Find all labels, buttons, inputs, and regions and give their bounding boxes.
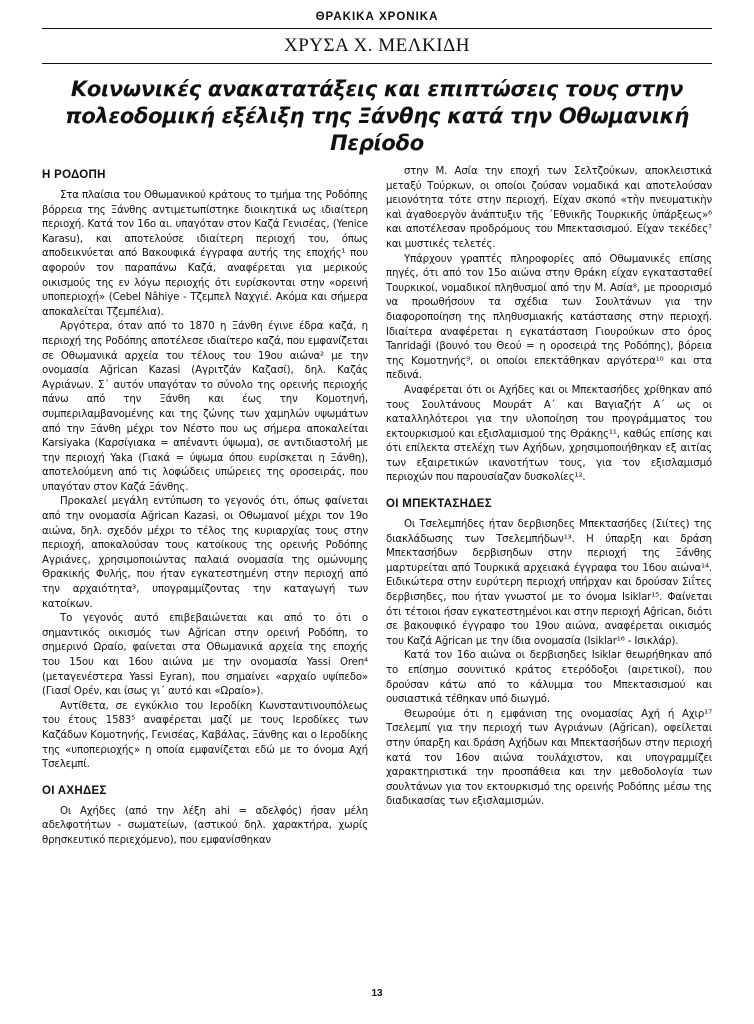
paragraph: Το γεγονός αυτό επιβεβαιώνεται και από το ότι ο σημαντικός οικισμός των Ağrican στην ορεινή Ροδόπη, το σημερινό Ωραίο, φαίνεται στα Οθωμανικά αρχεία της εποχής του 15ου και 16ου αιώνα με την ονομασία Yassi Oren⁴ (μεταγενέστερα Yassi Eyran), που σημαίνει «αρχαίο υψίπεδο» (Γιασί Ορέν, και ίσως γι΄ αυτό και «Ωραίο»).	[42, 613, 368, 698]
section-heading-bektashides: ΟΙ ΜΠΕΚΤΑΣΗΔΕΣ	[386, 498, 492, 511]
paragraph: Αναφέρεται ότι οι Αχήδες και οι Μπεκτασήδες χρίθηκαν από τους Σουλτάνους Μουράτ Α΄ και Βαγιαζήτ Α΄ ως οι καταλληλότεροι για την υλοποίηση του προγράμματος του εκτουρκισμού και εξισλαμισμού της Θράκης¹¹, καθώς επίσης και ότι επίλεκτα στελέχη των Αχήδων, χρησιμοποιήθηκαν εξ αιτίας των εξαιρετικών ικανοτήτων τους, για τον εξισλαμισμό περιοχών που παρουσίαζαν δυσκολίες¹².	[386, 384, 712, 484]
right-column	[386, 165, 712, 849]
paragraph: Οι Τσελεμπήδες ήταν δερβισηδες Μπεκτασήδες (Σιίτες) της διακλάδωσης των Τσελεμπήδων¹³. Η ύπαρξη και δράση Μπεκτασήδων δερβισηδων στην περιοχή της Ξάνθης μαρτυρείται από Τουρκικά αρχειακά έγγραφα του 16ου αιώνα¹⁴. Ειδικώτερα στην ευρύτερη περιοχή υπήρχαν και δρούσαν Σιΐτες δερβισηδες, που ήταν γνωστοί με το όνομα Isiklar¹⁵. Φαίνεται ότι τέτοιοι ήσαν εγκατεστημένοι και στην περιοχή Ağrican, διότι σε βακουφικό έγγραφο του 19ου αιώνα, αναφέρεται οικισμός του Καζά Ağrican με την ίδια ονομασία (Isiklar¹⁶ - Ισικλάρ).	[386, 519, 712, 647]
paragraph: Αντίθετα, σε εγκύκλιο του Ιεροδίκη Κωνσταντινουπόλεως του έτους 1583⁵ αναφέρεται μαζί με τους Ιεροδίκες των Καζάδων Κομοτηνής, Γενισέας, Καβάλας, Ξάνθης και ο Ιεροδίκης της «υποπεριοχής» η οποία εμφανίζεται εδώ με το όνομα Αχή Τσελεμπί.	[42, 700, 368, 771]
paragraph: Υπάρχουν γραπτές πληροφορίες από Οθωμανικές επίσης πηγές, ότι από τον 15ο αιώνα στην Θράκη είχαν εγκατασταθεί Τουρκικοί, νομαδικοί πληθυσμοί από την Μ. Ασία⁸, με προορισμό να προωθήσουν τα σχέδια των Σουλτάνων για την διαφοροποίηση της πληθυσμιακής κατάστασης στην περιοχή. Ιδιαίτερα αναφέρεται η εγκατάσταση Γιουρούκων στο όρος Tanridaği (βουνό του Θεού = η οροσειρά της Ροδόπης), βόρεια της Κομοτηνής⁹, οι οποίοι επεκτάθηκαν αργότερα¹⁰ και στα πεδινά.	[386, 253, 712, 382]
journal-page	[42, 6, 712, 1016]
left-column	[42, 165, 368, 849]
page-number: 13	[371, 988, 383, 999]
section-heading-achides: ΟΙ ΑΧΗΔΕΣ	[42, 784, 107, 797]
paragraph: Αργότερα, όταν από το 1870 η Ξάνθη έγινε έδρα καζά, η περιοχή της Ροδόπης αποτέλεσε ιδιαίτερο καζά, που εμφανίζεται σε Οθωμανικά αρχεία του τέλους του 19ου αιώνα² με την ονομασία Ağrican Kazasi (Αγριτζάν Καζασί), δηλ. Καζάς Αγριάνων. Σ΄ αυτόν υπαγόταν το σύνολο της ορεινής περιοχής πάνω από την Ξάνθη και έως την Κομοτηνή, συμπεριλαμβανομένης και της ζώνης των χαμηλών υψωμάτων από την Ξάνθη μέχρι τον Νέστο που ως σήμερα αποκαλείται Karsiyaka (Καρσίγιακα = απέναντι ύψωμα), σε αντιδιαστολή με την περιοχή Yaka (Γιακά = ύψωμα όπου ευρίσκεται η Ξάνθη), αποτελούμενη από τις λοφώδεις υπώρειες της οροσειράς, που υπαγόταν στον Καζά Ξάνθης.	[42, 321, 368, 493]
article-body	[42, 165, 712, 849]
paragraph: Στα πλαίσια του Οθωμανικού κράτους το τμήμα της Ροδόπης βόρρεια της Ξάνθης αντιμετωπίστηκε διοικητικά ως ιδιαίτερη περιοχή. Κατά τον 16ο αι. υπαγόταν στον Καζά Γενισέας, (Yenice Karasu), και αποτελούσε ιδιαίτερη περιοχή του, όπως αποδεικνύεται από Βακουφικά έγγραφα αυτής της εποχής¹ που αφορούν τον παραπάνω Καζά, αναφέρεται για μερικούς οικισμούς της εν λόγω περιοχής ότι ευρίσκονται στην «ορεινή υποπεριοχή» (Cebel Nâhiye - Τζεμπελ Ναχγιέ. Ακόμα και σήμερα αποκαλείται Τζεμπέλια).	[42, 190, 368, 318]
running-head: ΘΡΑΚΙΚΑ ΧΡΟΝΙΚΑ	[42, 6, 712, 29]
article-title: Κοινωνικές ανακατατάξεις και επιπτώσεις τους στην πολεοδομική εξέλιξη της Ξάνθης κατά την Οθωμανική Περίοδο	[65, 77, 689, 155]
paragraph: στην Μ. Ασία την εποχή των Σελτζούκων, αποκλειστικά μεταξύ Τούρκων, οι οποίοι ζούσαν νομαδικά και αποτελούσαν μειονότητα τότε στην περιοχή. Είχαν σκοπό «τὴν πνευματικὴν καὶ ἀγαθοεργὸν ἀνάπτυξιν τῆς ΄Εθνικῆς Τουρκικῆς ὑπάρξεως»⁶ και αποτέλεσαν προδρόμους του Μπεκτασισμού. Είχαν τεκέδες⁷ και μυστικές τελετές.	[386, 166, 712, 250]
paragraph: Οι Αχήδες (από την λέξη ahi = αδελφός) ήσαν μέλη αδελφοτήτων - σωματείων, (αστικού δηλ. χαρακτήρα, χωρίς θρησκευτικό περιεχόμενο), που εμφανίσθηκαν	[42, 805, 368, 846]
section-heading-rodopi: Η ΡΟΔΟΠΗ	[42, 169, 106, 181]
author-name: ΧΡΥΣΑ Χ. ΜΕΛΚΙΔΗ	[42, 29, 712, 64]
paragraph: Κατά τον 16ο αιώνα οι δερβισηδες Isiklar θεωρήθηκαν από το επίσημο σουνιτικό κράτος ετερόδοξοι (αιρετικοί), που δρούσαν κάτω από το κάλυμμα του Μπεκτασισμού και ουσιαστικά τέθηκαν υπό διωγμό.	[386, 650, 712, 706]
paragraph: Θεωρούμε ότι η εμφάνιση της ονομασίας Αχή ή Αχιρ¹⁷ Τσελεμπί για την περιοχή των Αγριάνων (Ağrican), οφείλεται στην ύπαρξη και δράση Αχήδων και Μπεκτασήδων στην περιοχή κατά τον 16ον αιώνα τουλάχιστον, και υπογραμμίζει χαρακτηριστικά την προσπάθεια και την μεθοδολογία των σουλτάνων για τον εκτουρκισμό της ορεινής Ροδόπης μέσω της διαδικασίας των εξισλαμισμών.	[386, 708, 712, 808]
paragraph: Προκαλεί μεγάλη εντύπωση το γεγονός ότι, όπως φαίνεται από την ονομασία Ağrican Kazasi, οι Οθωμανοί μέχρι τον 19ο αιώνα, δηλ. σχεδόν μέχρι το τέλος της κυριαρχίας τους στην περιοχή, αποκαλούσαν τους κατοίκους της ορεινής Ροδόπης Αγριάνες, χρησιμοποιώντας παλαιά ονομασία της ομώνυμης Θρακικής Φυλής, που ήταν εγκατεστημένη στην περιοχή από την αρχαιότητα³, υπογραμμίζοντας την καταγωγή των κατοίκων.	[42, 496, 368, 610]
